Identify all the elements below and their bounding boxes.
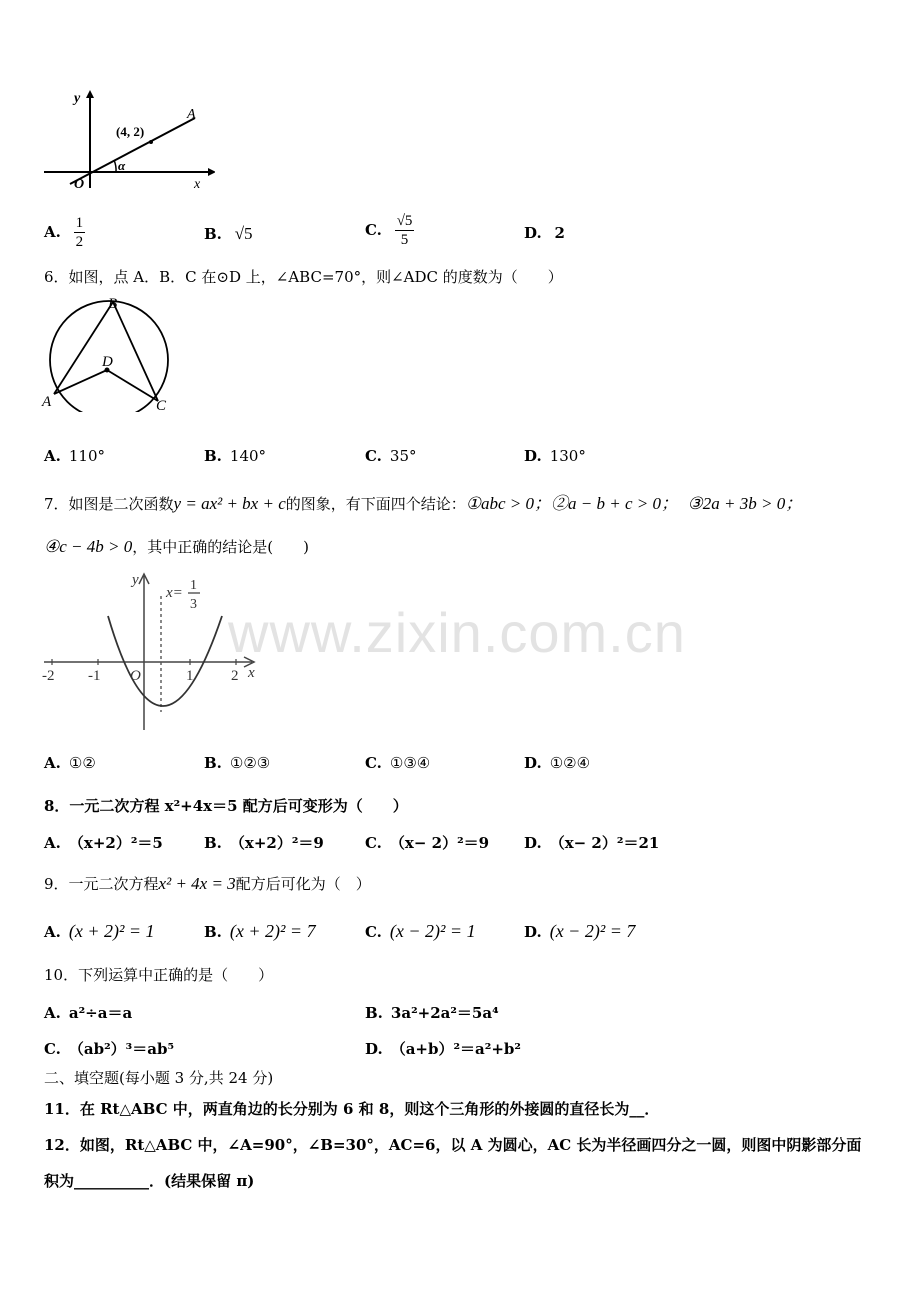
q5-y-label: y	[74, 91, 81, 106]
q7-axis-den: 3	[190, 597, 197, 612]
q7-stem-line1: 7．如图是二次函数y = ax² + bx + c的图象，有下面四个结论：①abc > 0；②a − b + c > 0； ③2a + 3b > 0；	[44, 494, 803, 513]
option-label: C.	[365, 220, 382, 239]
q6-option-d[interactable]: D. 130°	[524, 447, 586, 465]
q7-axis-eq: x=	[166, 585, 183, 601]
option-text: √5	[234, 224, 253, 243]
q11-stem: 11．在 Rt△ABC 中，两直角边的长分别为 6 和 8，则这个三角形的外接圆的直径长为__．	[44, 1100, 660, 1118]
q6-option-b[interactable]: B. 140°	[204, 447, 267, 465]
q5-line-label: A	[187, 107, 196, 122]
q7-y-label: y	[132, 572, 139, 588]
q5-option-c[interactable]	[365, 212, 414, 249]
q7-option-b[interactable]: B. ①②③	[204, 754, 271, 772]
q6-option-a[interactable]: A. 110°	[44, 447, 106, 465]
q9-option-c[interactable]: C. (x − 2)² = 1	[365, 921, 476, 941]
q10-option-a[interactable]: A. a²÷a＝a	[44, 1004, 133, 1022]
q9-option-d[interactable]: D. (x − 2)² = 7	[524, 921, 636, 941]
q8-stem: 8．一元二次方程 x²+4x＝5 配方后可变形为（ ）	[44, 797, 408, 815]
q6-label-d: D	[102, 354, 113, 370]
q5-origin-label: O	[74, 177, 85, 192]
q6-option-c[interactable]: C. 35°	[365, 447, 417, 465]
q8-option-b[interactable]: B. （x+2）²＝9	[204, 834, 324, 852]
q10-option-d[interactable]: D. （a+b）²＝a²+b²	[365, 1040, 521, 1058]
q5-point-label: (4, 2)	[116, 124, 145, 139]
q6-label-c: C	[156, 398, 167, 412]
q7-tick-2: 2	[231, 668, 239, 684]
option-label: D.	[524, 224, 542, 242]
q6-stem: 6．如图，点 A．B．C 在⊙D 上，∠ABC=70°，则∠ADC 的度数为（ ）	[44, 268, 563, 286]
section-heading: 二、填空题(每小题 3 分,共 24 分)	[44, 1069, 274, 1087]
q7-origin-label: O	[130, 668, 141, 684]
q5-angle-label: α	[118, 158, 126, 173]
q9-stem: 9．一元二次方程x² + 4x = 3配方后可化为（ ）	[44, 874, 371, 893]
q9-option-a[interactable]: A. (x + 2)² = 1	[44, 921, 155, 941]
q10-option-c[interactable]: C. （ab²）³＝ab⁵	[44, 1040, 175, 1058]
q8-option-c[interactable]: C. （x− 2）²＝9	[365, 834, 490, 852]
q7-option-c[interactable]: C. ①③④	[365, 754, 431, 772]
q10-stem: 10．下列运算中正确的是（ ）	[44, 966, 274, 984]
q7-tick-neg1: -1	[88, 668, 101, 684]
q5-option-d[interactable]	[524, 224, 565, 242]
option-text: 2	[554, 224, 565, 242]
q5-figure	[40, 88, 215, 198]
q7-tick-1: 1	[186, 668, 194, 684]
q5-option-a[interactable]	[44, 214, 85, 251]
q9-option-b[interactable]: B. (x + 2)² = 7	[204, 921, 316, 941]
q7-axis-num: 1	[190, 578, 197, 593]
q8-option-d[interactable]: D. （x− 2）²＝21	[524, 834, 660, 852]
q7-x-label: x	[248, 665, 255, 681]
q8-option-a[interactable]: A. （x+2）²＝5	[44, 834, 163, 852]
watermark: www.zixin.com.cn	[228, 601, 686, 664]
q7-tick-neg2: -2	[42, 668, 55, 684]
fraction: $\frac{√5}{5}$	[396, 213, 413, 248]
q10-option-b[interactable]: B. 3a²+2a²＝5a⁴	[365, 1004, 499, 1022]
q7-parabola	[108, 616, 222, 706]
q7-stem-line2: ④c − 4b > 0，其中正确的结论是( )	[44, 537, 309, 556]
q7-option-a[interactable]: A. ①②	[44, 754, 96, 772]
option-label: A.	[44, 222, 61, 241]
q6-label-b: B	[108, 296, 118, 312]
q12-stem-line1: 12．如图，Rt△ABC 中，∠A=90°，∠B=30°，AC=6，以 A 为圆心，AC 长为半径画四分之一圆，则图中阴影部分面	[44, 1136, 862, 1154]
q6-figure	[40, 294, 175, 412]
q7-figure	[40, 570, 265, 735]
q12-stem-line2: 积为__________．(结果保留 π)	[44, 1172, 255, 1190]
q5-option-b[interactable]	[204, 224, 253, 244]
q7-option-d[interactable]: D. ①②④	[524, 754, 591, 772]
q6-label-a: A	[42, 394, 52, 410]
q5-x-label: x	[194, 177, 201, 192]
fraction: $\frac{1}{2}$	[75, 215, 84, 250]
option-label: B.	[204, 225, 222, 243]
